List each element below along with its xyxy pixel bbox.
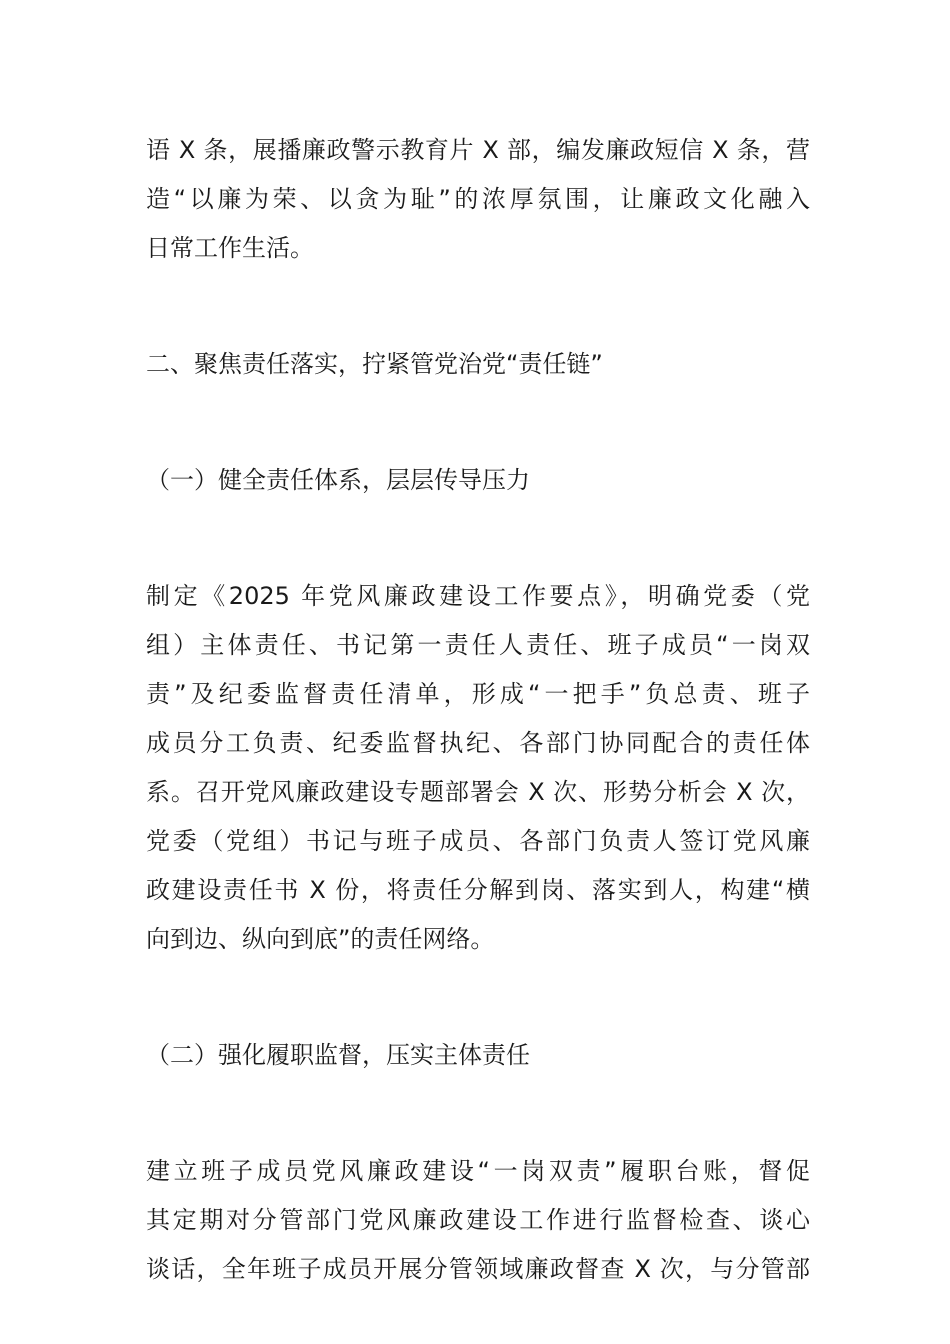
paragraph-line: 制定《2025 年党风廉政建设工作要点》，明确党委（党 bbox=[146, 582, 810, 610]
document-page bbox=[146, 126, 810, 1294]
subsection-heading: （一）健全责任体系，层层传导压力 bbox=[146, 466, 530, 494]
paragraph-culture bbox=[146, 126, 810, 273]
paragraph-line: 其定期对分管部门党风廉政建设工作进行监督检查、谈心 bbox=[146, 1206, 810, 1234]
paragraph-responsibility-system bbox=[146, 572, 810, 964]
paragraph-line: 造“以廉为荣、以贪为耻”的浓厚氛围，让廉政文化融入 bbox=[146, 185, 810, 213]
section-heading: 二、聚焦责任落实，拧紧管党治党“责任链” bbox=[146, 350, 603, 378]
paragraph-line: 建立班子成员党风廉政建设“一岗双责”履职台账，督促 bbox=[146, 1157, 810, 1185]
paragraph-line: 党委（党组）书记与班子成员、各部门负责人签订党风廉 bbox=[146, 827, 810, 855]
paragraph-line: 系。召开党风廉政建设专题部署会 X 次、形势分析会 X 次， bbox=[146, 778, 810, 806]
paragraph-line: 向到边、纵向到底”的责任网络。 bbox=[146, 925, 495, 953]
paragraph-line: 责”及纪委监督责任清单，形成“一把手”负总责、班子 bbox=[146, 680, 810, 708]
paragraph-line: 组）主体责任、书记第一责任人责任、班子成员“一岗双 bbox=[146, 631, 810, 659]
subsection-heading: （二）强化履职监督，压实主体责任 bbox=[146, 1041, 530, 1069]
paragraph-line: 谈话，全年班子成员开展分管领域廉政督查 X 次，与分管部 bbox=[146, 1255, 810, 1283]
paragraph-supervision bbox=[146, 1147, 810, 1294]
paragraph-line: 语 X 条，展播廉政警示教育片 X 部，编发廉政短信 X 条，营 bbox=[146, 136, 810, 164]
paragraph-line: 成员分工负责、纪委监督执纪、各部门协同配合的责任体 bbox=[146, 729, 810, 757]
paragraph-line: 日常工作生活。 bbox=[146, 234, 314, 262]
paragraph-line: 政建设责任书 X 份，将责任分解到岗、落实到人，构建“横 bbox=[146, 876, 810, 904]
